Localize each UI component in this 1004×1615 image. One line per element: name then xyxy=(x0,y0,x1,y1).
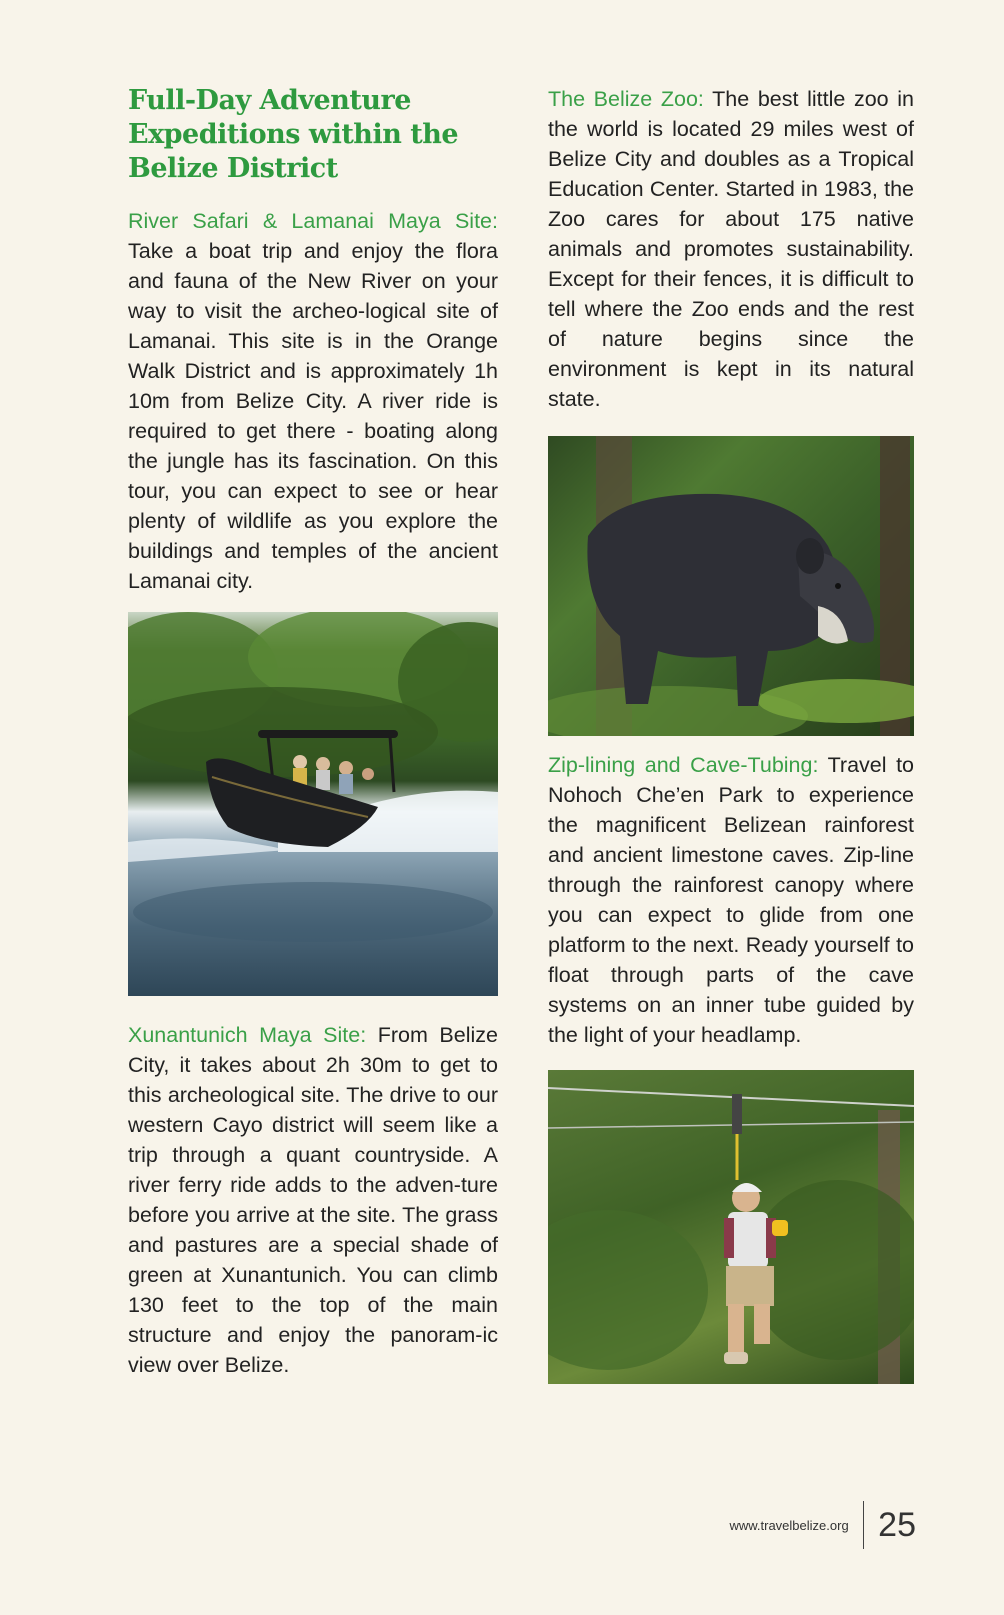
zipline-illustration xyxy=(548,1070,914,1384)
zipline-text: Travel to Nohoch Che’en Park to experience the magnificent Belizean rainforest and ancient limestone caves. Zip-line through the rainforest canopy where you can expect to glide from one platform to the next. Ready yourself to float through parts of the cave systems on an inner tube guided by the light of your headlamp. xyxy=(548,753,914,1047)
left-column xyxy=(128,84,498,1380)
zipline-photo xyxy=(548,1070,914,1384)
belize-zoo-text: The best little zoo in the world is located 29 miles west of Belize City and doubles as a Tropical Education Center. Started in 1983, the Zoo cares for about 175 native animals and promotes sustainability. Except for their fences, it is difficult to tell where the Zoo ends and the rest of nature begins since the environment is kept in its natural state. xyxy=(548,87,914,411)
xunantunich-paragraph xyxy=(128,1020,498,1380)
xunantunich-lead: Xunantunich Maya Site: xyxy=(128,1023,367,1047)
right-column xyxy=(548,84,914,1384)
page-number: 25 xyxy=(878,1505,916,1544)
zipline-lead: Zip-lining and Cave-Tubing: xyxy=(548,753,819,777)
xunantunich-text: From Belize City, it takes about 2h 30m to get to this archeological site. The drive to our western Cayo district will seem like a trip through a quant countryside. A river ferry ride adds to the adven-ture before you arrive at the site. The grass and pastures are a special shade of green at Xunantunich. You can climb 130 feet to the top of the main structure and enjoy the panoram-ic view over Belize. xyxy=(128,1023,498,1377)
river-safari-lead: River Safari & Lamanai Maya Site: xyxy=(128,209,498,233)
website-link[interactable]: www.travelbelize.org xyxy=(729,1517,849,1533)
footer-divider xyxy=(863,1501,865,1549)
tapir-illustration xyxy=(548,436,914,736)
tapir-photo xyxy=(548,436,914,736)
page-heading: Full-Day Adventure Expeditions within the Belize District xyxy=(128,85,459,184)
zipline-paragraph xyxy=(548,750,914,1050)
belize-zoo-lead: The Belize Zoo: xyxy=(548,87,704,111)
river-boat-illustration xyxy=(128,612,498,996)
belize-zoo-paragraph xyxy=(548,84,914,414)
river-safari-paragraph xyxy=(128,206,498,596)
river-boat-photo xyxy=(128,612,498,996)
river-safari-text: Take a boat trip and enjoy the flora and fauna of the New River on your way to visit the archeo-logical site of Lamanai. This site is in the Orange Walk District and is approximately 1h 10m from Belize City. A river ride is required to get there - boating along the jungle has its fascination. On this tour, you can expect to see or hear plenty of wildlife as you explore the buildings and temples of the ancient Lamanai city. xyxy=(128,239,498,593)
page-footer xyxy=(729,1500,916,1550)
